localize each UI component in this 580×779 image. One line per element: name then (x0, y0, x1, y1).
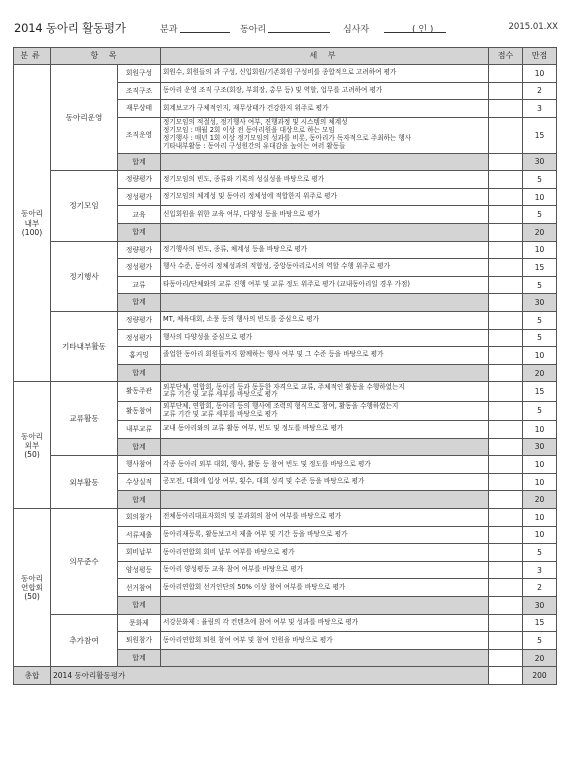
subtotal-max-cell: 30 (523, 597, 557, 615)
category-cell: 동아리 연합회 (50) (14, 509, 51, 667)
item-label-cell: 양성평등 (118, 561, 161, 579)
subtotal-max-cell: 30 (523, 294, 557, 312)
score-input-cell[interactable] (489, 473, 523, 491)
max-score-cell: 10 (523, 347, 557, 365)
subtotal-label-cell: 합계 (118, 597, 161, 615)
item-label-cell: 정량평가 (118, 311, 161, 329)
score-input-cell[interactable] (489, 206, 523, 224)
max-score-cell: 3 (523, 561, 557, 579)
subtotal-blank-cell (161, 597, 489, 615)
group-name-cell: 정기모임 (51, 171, 118, 241)
item-label-cell: 행사참여 (118, 456, 161, 474)
field-label-division: 분과 (160, 25, 178, 35)
subtotal-blank-cell (161, 223, 489, 241)
subtotal-max-cell: 30 (523, 438, 557, 456)
subtotal-score-input[interactable] (489, 649, 523, 667)
subtotal-score-input[interactable] (489, 153, 523, 171)
score-input-cell[interactable] (489, 117, 523, 153)
max-score-cell: 2 (523, 82, 557, 100)
item-label-cell: 조직구조 (118, 82, 161, 100)
item-label-cell: 조직운영 (118, 117, 161, 153)
subtotal-score-input[interactable] (489, 597, 523, 615)
table-row (14, 456, 557, 474)
subtotal-label-cell: 합계 (118, 294, 161, 312)
subtotal-score-input[interactable] (489, 438, 523, 456)
page-title: 2014 동아리 활동평가 (14, 21, 126, 35)
subtotal-blank-cell (161, 438, 489, 456)
max-score-cell: 10 (523, 241, 557, 259)
item-description-cell: 회계보고가 구체적인지, 재무상태가 건강한지 위주로 평가 (161, 100, 489, 118)
score-input-cell[interactable] (489, 347, 523, 365)
item-description-cell: 외부단체, 연합회, 동아리 등의 행사에 조력의 형식으로 참여, 활동을 수행하였는지 교류 기간 및 교류 세부를 바탕으로 평가 (161, 401, 489, 420)
item-description-cell: 정기모임의 빈도, 종류와 기록의 성실성을 바탕으로 평가 (161, 171, 489, 189)
table-row (14, 382, 557, 401)
max-score-cell: 15 (523, 614, 557, 632)
item-label-cell: 정성평가 (118, 188, 161, 206)
subtotal-label-cell: 합계 (118, 223, 161, 241)
score-input-cell[interactable] (489, 65, 523, 83)
table-header-row (14, 48, 557, 65)
score-input-cell[interactable] (489, 509, 523, 527)
item-description-cell: 정기모임의 체계성 및 동아리 정체성에 적합한지 위주로 평가 (161, 188, 489, 206)
group-name-cell: 기타내부활동 (51, 311, 118, 381)
category-cell: 동아리 내부 (100) (14, 65, 51, 382)
item-label-cell: 재무상태 (118, 100, 161, 118)
subtotal-max-cell: 20 (523, 364, 557, 382)
table-row (14, 509, 557, 527)
item-description-cell: 서강문화제 : 율림의 각 컨텐츠에 참여 여부 및 성과를 바탕으로 평가 (161, 614, 489, 632)
total-label-cell: 2014 동아리활동평가 (51, 667, 489, 685)
table-row (14, 241, 557, 259)
division-input-line[interactable] (180, 32, 230, 33)
max-score-cell: 15 (523, 259, 557, 277)
subtotal-label-cell: 합계 (118, 438, 161, 456)
group-name-cell: 의무준수 (51, 509, 118, 615)
item-description-cell: 정기행사의 빈도, 종류, 체계성 등을 바탕으로 평가 (161, 241, 489, 259)
group-name-cell: 추가참여 (51, 614, 118, 667)
item-label-cell: 내부교류 (118, 421, 161, 439)
item-label-cell: 정성평가 (118, 329, 161, 347)
subtotal-score-input[interactable] (489, 223, 523, 241)
subtotal-label-cell: 합계 (118, 649, 161, 667)
item-description-cell: 동아리 양성평등 교육 참여 여부를 바탕으로 평가 (161, 561, 489, 579)
form-date: 2015.01.XX (508, 22, 558, 32)
subtotal-blank-cell (161, 153, 489, 171)
subtotal-max-cell: 20 (523, 491, 557, 509)
total-category-cell: 총합 (14, 667, 51, 685)
score-input-cell[interactable] (489, 456, 523, 474)
item-description-cell: 정기모임의 적절성, 정기행사 여부, 진행과정 및 시스템의 체계성 정기모임 : 매월 2회 이상 전 동아리원을 대상으로 하는 모임 정기행사 : 매년 1회 이상 정기모임의 성과를 비롯, 동아리가 독자적으로 주최하는 행사 기타내부활동 : 동아리 구성원간의 유대감을 높이는 여러 활동들 (161, 117, 489, 153)
item-label-cell: 수상실적 (118, 473, 161, 491)
score-input-cell[interactable] (489, 188, 523, 206)
item-description-cell: 외부단체, 연합회, 동아리 등과 동등한 자격으로 교류, 주체적인 활동을 수행하였는지 교류 기간 및 교류 세부를 바탕으로 평가 (161, 382, 489, 401)
max-score-cell: 2 (523, 579, 557, 597)
score-input-cell[interactable] (489, 401, 523, 420)
subtotal-max-cell: 30 (523, 153, 557, 171)
score-input-cell[interactable] (489, 100, 523, 118)
max-score-cell: 10 (523, 509, 557, 527)
max-score-cell: 5 (523, 206, 557, 224)
max-score-cell: 5 (523, 632, 557, 650)
item-description-cell: 동아리연합회 선거인단의 50% 이상 참여 여부를 바탕으로 평가 (161, 579, 489, 597)
max-score-cell: 5 (523, 311, 557, 329)
seal-mark: ( 인 ) (412, 25, 434, 35)
form-header (0, 0, 580, 40)
group-name-cell: 동아리운영 (51, 65, 118, 171)
score-input-cell[interactable] (489, 329, 523, 347)
subtotal-blank-cell (161, 491, 489, 509)
max-score-cell: 10 (523, 456, 557, 474)
score-input-cell[interactable] (489, 614, 523, 632)
max-score-cell: 10 (523, 65, 557, 83)
item-description-cell: 타동아리/단체와의 교류 진행 여부 및 교류 정도 위주로 평가 (교내동아리일 경우 가점) (161, 276, 489, 294)
item-label-cell: 선거참여 (118, 579, 161, 597)
item-label-cell: 정량평가 (118, 171, 161, 189)
subtotal-score-input[interactable] (489, 364, 523, 382)
score-input-cell[interactable] (489, 382, 523, 401)
max-score-cell: 10 (523, 473, 557, 491)
item-description-cell: MT, 체육대회, 소풍 등의 행사의 빈도를 중심으로 평가 (161, 311, 489, 329)
table-row (14, 311, 557, 329)
item-description-cell: 동아리재등록, 활동보고서 제출 여부 및 기간 등을 바탕으로 평가 (161, 526, 489, 544)
max-score-cell: 5 (523, 329, 557, 347)
item-label-cell: 교육 (118, 206, 161, 224)
club-input-line[interactable] (268, 32, 330, 33)
score-input-cell[interactable] (489, 421, 523, 439)
item-description-cell: 동아리 운영 조직 구조(회장, 부회장, 총무 등) 및 역할, 업무를 고려하여 평가 (161, 82, 489, 100)
subtotal-score-input[interactable] (489, 491, 523, 509)
item-label-cell: 회비납부 (118, 544, 161, 562)
max-score-cell: 5 (523, 276, 557, 294)
item-description-cell: 신입회원을 위한 교육 여부, 다양성 등을 바탕으로 평가 (161, 206, 489, 224)
item-label-cell: 교류 (118, 276, 161, 294)
score-input-cell[interactable] (489, 241, 523, 259)
subtotal-max-cell: 20 (523, 649, 557, 667)
item-label-cell: 퇴원참가 (118, 632, 161, 650)
subtotal-blank-cell (161, 294, 489, 312)
col-header-max: 만점 (523, 48, 557, 65)
field-label-club: 동아리 (240, 25, 267, 35)
table-row (14, 171, 557, 189)
table-row (14, 65, 557, 83)
item-label-cell: 문화제 (118, 614, 161, 632)
col-header-detail: 세 부 (161, 48, 489, 65)
total-score-input[interactable] (489, 667, 523, 685)
subtotal-label-cell: 합계 (118, 491, 161, 509)
item-description-cell: 공모전, 대회에 입상 여부, 횟수, 대회 성격 및 수준 등을 바탕으로 평가 (161, 473, 489, 491)
max-score-cell: 10 (523, 188, 557, 206)
max-score-cell: 3 (523, 100, 557, 118)
max-score-cell: 5 (523, 401, 557, 420)
col-header-score: 점수 (489, 48, 523, 65)
subtotal-blank-cell (161, 649, 489, 667)
item-label-cell: 활동참여 (118, 401, 161, 420)
score-input-cell[interactable] (489, 579, 523, 597)
group-name-cell: 외부활동 (51, 456, 118, 509)
score-input-cell[interactable] (489, 82, 523, 100)
evaluation-table (13, 47, 557, 685)
col-header-item: 항 목 (51, 48, 161, 65)
total-max-cell: 200 (523, 667, 557, 685)
max-score-cell: 5 (523, 171, 557, 189)
score-input-cell[interactable] (489, 259, 523, 277)
item-description-cell: 졸업한 동아리 회원들까지 함께하는 행사 여부 및 그 수준 등을 바탕으로 평가 (161, 347, 489, 365)
item-description-cell: 전체동아리대표자회의 및 분과회의 참여 여부를 바탕으로 평가 (161, 509, 489, 527)
max-score-cell: 10 (523, 421, 557, 439)
subtotal-score-input[interactable] (489, 294, 523, 312)
group-name-cell: 교류활동 (51, 382, 118, 456)
score-input-cell[interactable] (489, 311, 523, 329)
item-description-cell: 행사의 다양성을 중심으로 평가 (161, 329, 489, 347)
score-input-cell[interactable] (489, 632, 523, 650)
subtotal-label-cell: 합계 (118, 153, 161, 171)
item-label-cell: 정량평가 (118, 241, 161, 259)
item-label-cell: 활동주관 (118, 382, 161, 401)
item-description-cell: 회원수, 회원들의 과 구성, 신입회원/기존회원 구성비를 종합적으로 고려하여 평가 (161, 65, 489, 83)
subtotal-blank-cell (161, 364, 489, 382)
item-label-cell: 회의참가 (118, 509, 161, 527)
score-input-cell[interactable] (489, 526, 523, 544)
total-row (14, 667, 557, 685)
item-label-cell: 회원구성 (118, 65, 161, 83)
score-input-cell[interactable] (489, 561, 523, 579)
item-label-cell: 홈커밍 (118, 347, 161, 365)
item-description-cell: 동아리연합회 회비 납부 여부를 바탕으로 평가 (161, 544, 489, 562)
item-label-cell: 정성평가 (118, 259, 161, 277)
item-description-cell: 교내 동아리와의 교류 활동 여부, 빈도 및 정도를 바탕으로 평가 (161, 421, 489, 439)
group-name-cell: 정기행사 (51, 241, 118, 311)
item-description-cell: 각종 동아리 외부 대회, 행사, 활동 등 참여 빈도 및 정도를 바탕으로 평가 (161, 456, 489, 474)
score-input-cell[interactable] (489, 276, 523, 294)
item-label-cell: 서류제출 (118, 526, 161, 544)
score-input-cell[interactable] (489, 544, 523, 562)
score-input-cell[interactable] (489, 171, 523, 189)
field-label-reviewer: 심사자 (343, 25, 370, 35)
max-score-cell: 15 (523, 382, 557, 401)
max-score-cell: 5 (523, 544, 557, 562)
max-score-cell: 15 (523, 117, 557, 153)
item-description-cell: 행사 수준, 동아리 정체성과의 적합성, 중앙동아리로서의 역할 수행 위주로 평가 (161, 259, 489, 277)
subtotal-label-cell: 합계 (118, 364, 161, 382)
subtotal-max-cell: 20 (523, 223, 557, 241)
col-header-category: 분류 (14, 48, 51, 65)
item-description-cell: 동아리연합회 퇴원 참여 여부 및 참여 인원을 바탕으로 평가 (161, 632, 489, 650)
max-score-cell: 10 (523, 526, 557, 544)
category-cell: 동아리 외부 (50) (14, 382, 51, 509)
table-row (14, 614, 557, 632)
